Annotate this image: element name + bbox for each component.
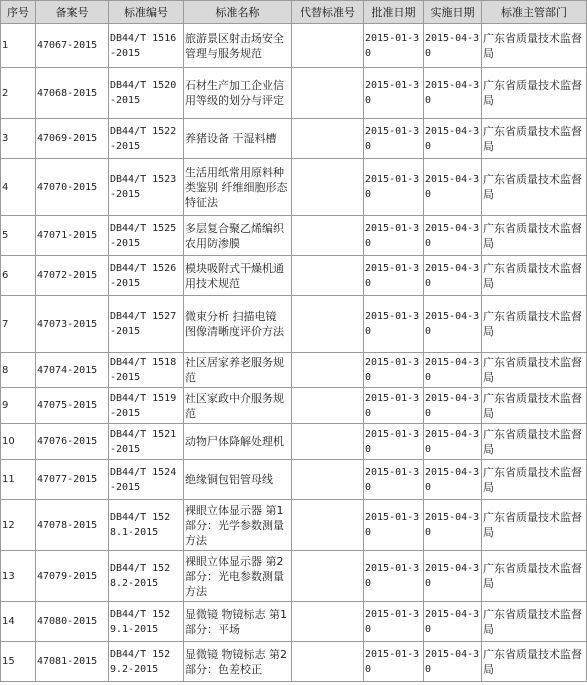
cell-implement-date: 2015-04-30	[424, 551, 482, 602]
cell-no: 1	[1, 24, 36, 68]
cell-department: 广东省质量技术监督局	[482, 500, 587, 551]
cell-department: 广东省质量技术监督局	[482, 460, 587, 500]
cell-replaced-standard	[292, 500, 364, 551]
table-row	[1, 216, 587, 256]
cell-no: 2	[1, 68, 36, 119]
cell-implement-date: 2015-04-30	[424, 642, 482, 682]
cell-standard-code: DB44/T 1528.2-2015	[109, 551, 184, 602]
cell-no: 12	[1, 500, 36, 551]
header-no: 序号	[1, 1, 36, 24]
cell-approve-date: 2015-01-30	[364, 500, 424, 551]
table-row	[1, 119, 587, 159]
cell-standard-name: 养猪设备 干湿料槽	[184, 119, 292, 159]
cell-approve-date: 2015-01-30	[364, 460, 424, 500]
cell-record-no: 47069-2015	[36, 119, 109, 159]
cell-approve-date: 2015-01-30	[364, 353, 424, 388]
cell-department: 广东省质量技术监督局	[482, 296, 587, 353]
cell-record-no: 47078-2015	[36, 500, 109, 551]
cell-standard-name: 多层复合聚乙烯编织农用防渗膜	[184, 216, 292, 256]
cell-standard-code: DB44/T 1526-2015	[109, 256, 184, 296]
cell-department: 广东省质量技术监督局	[482, 256, 587, 296]
cell-approve-date: 2015-01-30	[364, 388, 424, 424]
cell-department: 广东省质量技术监督局	[482, 119, 587, 159]
cell-standard-code: DB44/T 1522-2015	[109, 119, 184, 159]
cell-standard-name: 社区家政中介服务规范	[184, 388, 292, 424]
cell-replaced-standard	[292, 68, 364, 119]
cell-standard-name: 社区居家养老服务规范	[184, 353, 292, 388]
table-row	[1, 460, 587, 500]
cell-standard-code: DB44/T 1518-2015	[109, 353, 184, 388]
cell-replaced-standard	[292, 119, 364, 159]
cell-implement-date: 2015-04-30	[424, 256, 482, 296]
cell-standard-name: 裸眼立体显示器 第1部分：光学参数测量方法	[184, 500, 292, 551]
cell-department: 广东省质量技术监督局	[482, 159, 587, 216]
cell-replaced-standard	[292, 353, 364, 388]
cell-replaced-standard	[292, 460, 364, 500]
cell-approve-date: 2015-01-30	[364, 424, 424, 460]
cell-department: 广东省质量技术监督局	[482, 642, 587, 682]
cell-standard-code: DB44/T 1521-2015	[109, 424, 184, 460]
cell-department: 广东省质量技术监督局	[482, 388, 587, 424]
cell-record-no: 47079-2015	[36, 551, 109, 602]
cell-department: 广东省质量技术监督局	[482, 602, 587, 642]
cell-record-no: 47070-2015	[36, 159, 109, 216]
cell-no: 5	[1, 216, 36, 256]
cell-department: 广东省质量技术监督局	[482, 424, 587, 460]
cell-approve-date: 2015-01-30	[364, 119, 424, 159]
header-row	[1, 1, 587, 24]
cell-approve-date: 2015-01-30	[364, 551, 424, 602]
cell-approve-date: 2015-01-30	[364, 296, 424, 353]
table-row	[1, 353, 587, 388]
cell-standard-code: DB44/T 1519-2015	[109, 388, 184, 424]
cell-replaced-standard	[292, 642, 364, 682]
cell-standard-code: DB44/T 1527-2015	[109, 296, 184, 353]
cell-standard-code: DB44/T 1528.1-2015	[109, 500, 184, 551]
cell-record-no: 47077-2015	[36, 460, 109, 500]
cell-replaced-standard	[292, 216, 364, 256]
cell-approve-date: 2015-01-30	[364, 216, 424, 256]
cell-standard-code: DB44/T 1525-2015	[109, 216, 184, 256]
cell-standard-name: 绝缘铜包铝管母线	[184, 460, 292, 500]
cell-department: 广东省质量技术监督局	[482, 353, 587, 388]
cell-implement-date: 2015-04-30	[424, 388, 482, 424]
cell-implement-date: 2015-04-30	[424, 24, 482, 68]
table-row	[1, 256, 587, 296]
table-body	[1, 24, 587, 682]
cell-approve-date: 2015-01-30	[364, 256, 424, 296]
cell-record-no: 47068-2015	[36, 68, 109, 119]
cell-implement-date: 2015-04-30	[424, 460, 482, 500]
cell-no: 15	[1, 642, 36, 682]
cell-standard-name: 旅游景区射击场安全管理与服务规范	[184, 24, 292, 68]
cell-implement-date: 2015-04-30	[424, 296, 482, 353]
header-department: 标准主管部门	[482, 1, 587, 24]
cell-no: 9	[1, 388, 36, 424]
cell-no: 8	[1, 353, 36, 388]
cell-standard-code: DB44/T 1516-2015	[109, 24, 184, 68]
cell-approve-date: 2015-01-30	[364, 602, 424, 642]
cell-standard-name: 石材生产加工企业信用等级的划分与评定	[184, 68, 292, 119]
cell-replaced-standard	[292, 602, 364, 642]
cell-record-no: 47075-2015	[36, 388, 109, 424]
cell-replaced-standard	[292, 551, 364, 602]
cell-implement-date: 2015-04-30	[424, 119, 482, 159]
cell-no: 4	[1, 159, 36, 216]
cell-standard-name: 裸眼立体显示器 第2部分：光电参数测量方法	[184, 551, 292, 602]
cell-standard-code: DB44/T 1529.2-2015	[109, 642, 184, 682]
cell-no: 7	[1, 296, 36, 353]
header-approve-date: 批准日期	[364, 1, 424, 24]
cell-record-no: 47067-2015	[36, 24, 109, 68]
header-implement-date: 实施日期	[424, 1, 482, 24]
cell-replaced-standard	[292, 256, 364, 296]
cell-implement-date: 2015-04-30	[424, 68, 482, 119]
table-row	[1, 388, 587, 424]
cell-no: 6	[1, 256, 36, 296]
header-standard-name: 标准名称	[184, 1, 292, 24]
table-row	[1, 68, 587, 119]
table-row	[1, 642, 587, 682]
cell-standard-name: 模块吸附式干燥机通用技术规范	[184, 256, 292, 296]
cell-no: 11	[1, 460, 36, 500]
table-row	[1, 500, 587, 551]
cell-implement-date: 2015-04-30	[424, 602, 482, 642]
cell-record-no: 47081-2015	[36, 642, 109, 682]
cell-record-no: 47073-2015	[36, 296, 109, 353]
table-row	[1, 551, 587, 602]
cell-standard-name: 显微镜 物镜标志 第1部分：平场	[184, 602, 292, 642]
cell-approve-date: 2015-01-30	[364, 642, 424, 682]
cell-implement-date: 2015-04-30	[424, 216, 482, 256]
cell-record-no: 47074-2015	[36, 353, 109, 388]
cell-no: 10	[1, 424, 36, 460]
cell-standard-code: DB44/T 1524-2015	[109, 460, 184, 500]
cell-implement-date: 2015-04-30	[424, 424, 482, 460]
cell-replaced-standard	[292, 388, 364, 424]
table-row	[1, 602, 587, 642]
cell-no: 13	[1, 551, 36, 602]
cell-record-no: 47071-2015	[36, 216, 109, 256]
cell-standard-name: 微束分析 扫描电镜 图像清晰度评价方法	[184, 296, 292, 353]
cell-replaced-standard	[292, 424, 364, 460]
cell-standard-code: DB44/T 1523-2015	[109, 159, 184, 216]
cell-standard-code: DB44/T 1529.1-2015	[109, 602, 184, 642]
cell-approve-date: 2015-01-30	[364, 24, 424, 68]
cell-standard-name: 生活用纸常用原料种类鉴别 纤维细胞形态特征法	[184, 159, 292, 216]
cell-standard-name: 动物尸体降解处理机	[184, 424, 292, 460]
cell-implement-date: 2015-04-30	[424, 500, 482, 551]
table-row	[1, 24, 587, 68]
cell-department: 广东省质量技术监督局	[482, 551, 587, 602]
cell-standard-code: DB44/T 1520-2015	[109, 68, 184, 119]
cell-record-no: 47072-2015	[36, 256, 109, 296]
cell-no: 14	[1, 602, 36, 642]
table-row	[1, 159, 587, 216]
cell-approve-date: 2015-01-30	[364, 68, 424, 119]
cell-implement-date: 2015-04-30	[424, 159, 482, 216]
table-row	[1, 424, 587, 460]
cell-record-no: 47080-2015	[36, 602, 109, 642]
cell-no: 3	[1, 119, 36, 159]
header-replaced-standard: 代替标准号	[292, 1, 364, 24]
cell-replaced-standard	[292, 296, 364, 353]
cell-implement-date: 2015-04-30	[424, 353, 482, 388]
cell-approve-date: 2015-01-30	[364, 159, 424, 216]
table-row	[1, 296, 587, 353]
header-record-no: 备案号	[36, 1, 109, 24]
cell-replaced-standard	[292, 24, 364, 68]
cell-department: 广东省质量技术监督局	[482, 216, 587, 256]
header-standard-code: 标准编号	[109, 1, 184, 24]
cell-record-no: 47076-2015	[36, 424, 109, 460]
cell-department: 广东省质量技术监督局	[482, 68, 587, 119]
cell-standard-name: 显微镜 物镜标志 第2部分：色差校正	[184, 642, 292, 682]
cell-replaced-standard	[292, 159, 364, 216]
cell-department: 广东省质量技术监督局	[482, 24, 587, 68]
